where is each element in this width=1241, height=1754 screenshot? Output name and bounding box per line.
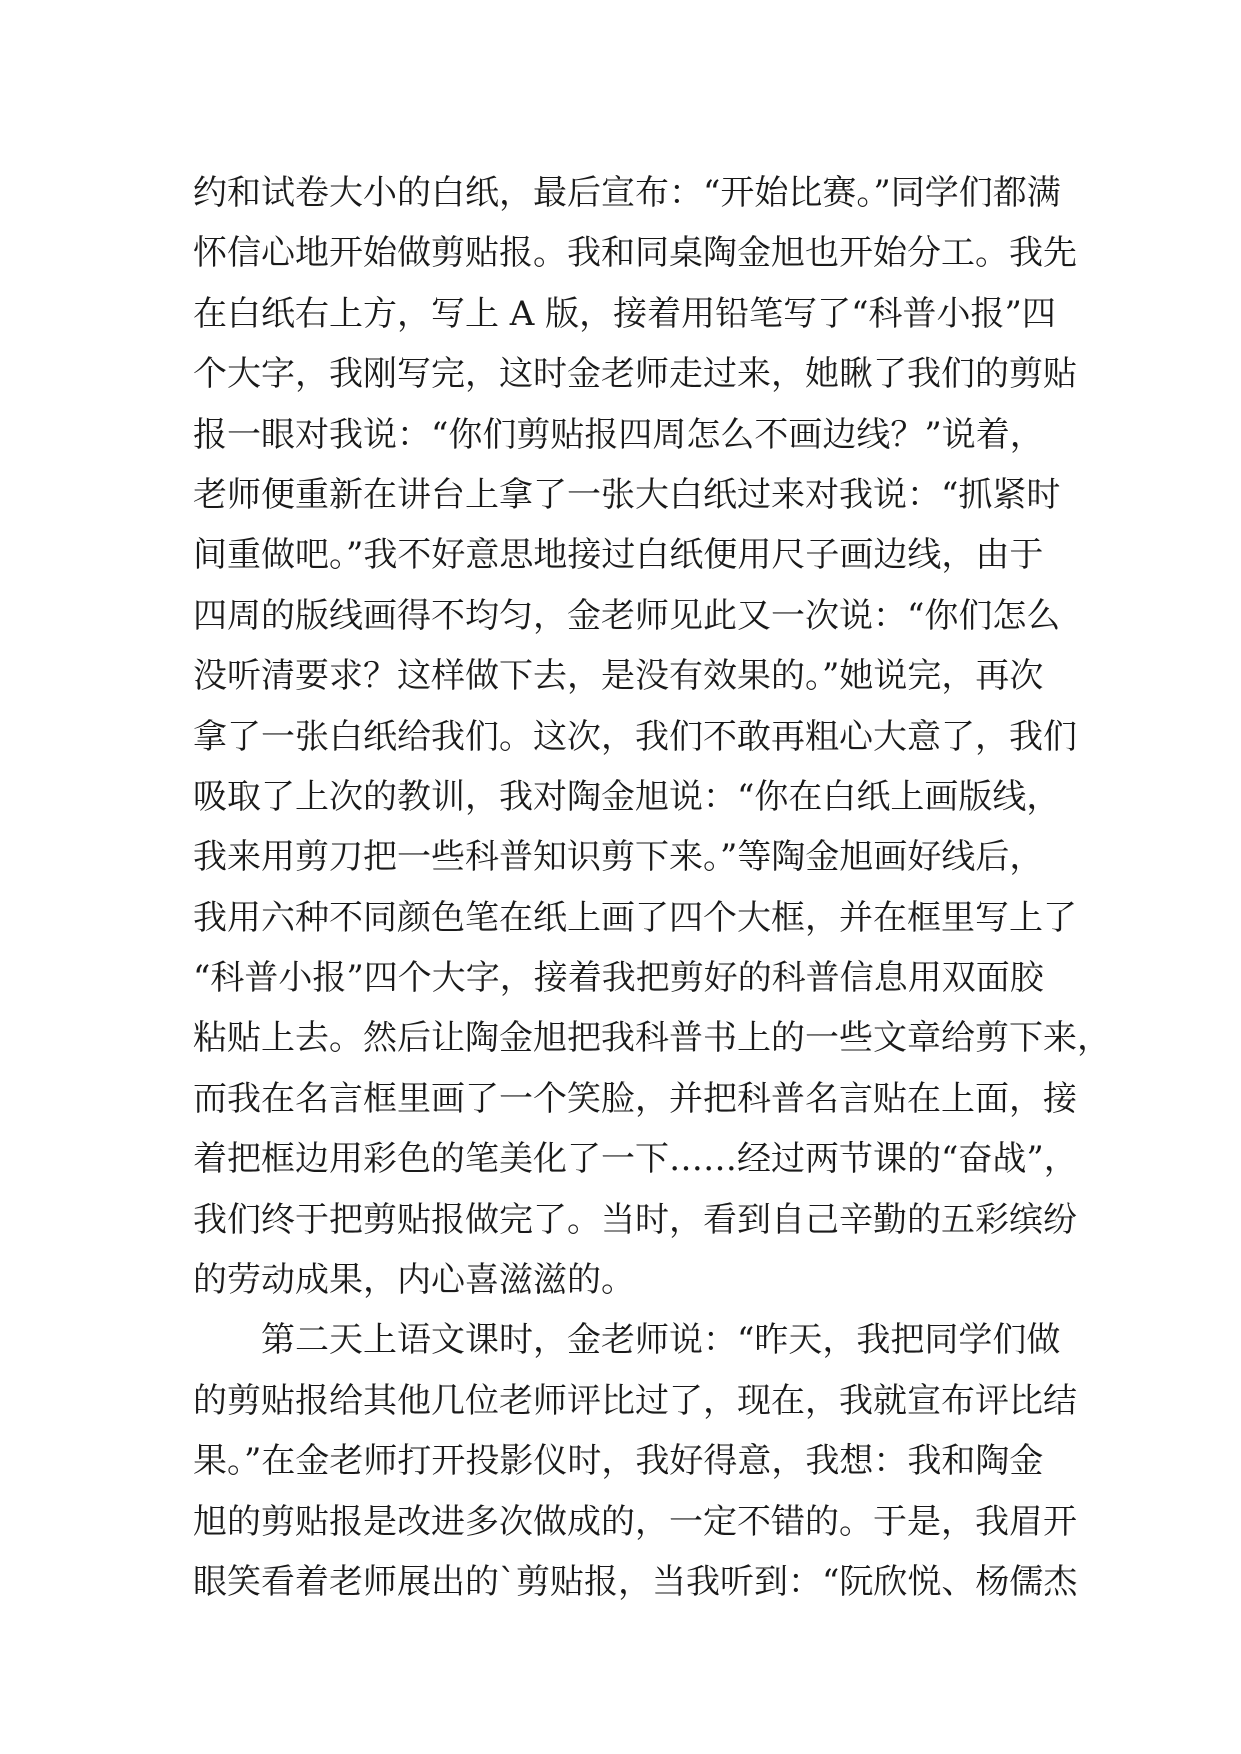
text-line: 的劳动成果，内心喜滋滋的。 bbox=[193, 1260, 635, 1301]
text-line: 我来用剪刀把一些科普知识剪下来。”等陶金旭画好线后， bbox=[193, 837, 1044, 878]
text-line: 粘贴上去。然后让陶金旭把我科普书上的一些文章给剪下来， bbox=[193, 1018, 1111, 1059]
text-line: 约和试卷大小的白纸，最后宣布：“开始比赛。”同学们都满 bbox=[193, 173, 1061, 213]
text-line: 眼笑看着老师展出的`剪贴报，当我听到：“阮欣悦、杨儒杰 bbox=[193, 1561, 1078, 1602]
paragraph-1 bbox=[193, 163, 1111, 1310]
text-line: 我用六种不同颜色笔在纸上画了四个大框，并在框里写上了 bbox=[193, 897, 1077, 938]
text-line: “科普小报”四个大字，接着我把剪好的科普信息用双面胶 bbox=[193, 958, 1044, 999]
text-line: 而我在名言框里画了一个笑脸，并把科普名言贴在上面，接 bbox=[193, 1078, 1077, 1119]
text-line: 没听清要求？这样做下去，是没有效果的。”她说完，再次 bbox=[193, 656, 1044, 697]
text-line: 吸取了上次的教训，我对陶金旭说：“你在白纸上画版线， bbox=[193, 776, 1061, 817]
text-line: 个大字，我刚写完，这时金老师走过来，她瞅了我们的剪贴 bbox=[193, 354, 1077, 395]
text-line: 着把框边用彩色的笔美化了一下……经过两节课的“奋战”， bbox=[193, 1139, 1078, 1180]
text-line: 果。”在金老师打开投影仪时，我好得意，我想：我和陶金 bbox=[193, 1441, 1044, 1482]
text-line: 老师便重新在讲台上拿了一张大白纸过来对我说：“抓紧时 bbox=[193, 474, 1061, 515]
text-line: 在白纸右上方，写上 A 版，接着用铅笔写了“科普小报”四 bbox=[193, 293, 1056, 334]
text-line-indented: 第二天上语文课时，金老师说：“昨天，我把同学们做 bbox=[261, 1320, 1061, 1361]
text-line: 四周的版线画得不均匀，金老师见此又一次说：“你们怎么 bbox=[193, 595, 1061, 636]
text-line: 拿了一张白纸给我们。这次，我们不敢再粗心大意了，我们 bbox=[193, 716, 1077, 757]
paragraph-2 bbox=[193, 1310, 1078, 1612]
text-line: 旭的剪贴报是改进多次做成的，一定不错的。于是，我眉开 bbox=[193, 1501, 1077, 1542]
text-line: 我们终于把剪贴报做完了。当时，看到自己辛勤的五彩缤纷 bbox=[193, 1199, 1077, 1240]
text-line: 报一眼对我说：“你们剪贴报四周怎么不画边线？”说着， bbox=[193, 414, 1044, 455]
essay-body bbox=[193, 163, 1111, 1612]
text-line: 怀信心地开始做剪贴报。我和同桌陶金旭也开始分工。我先 bbox=[193, 233, 1077, 274]
text-line: 的剪贴报给其他几位老师评比过了，现在，我就宣布评比结 bbox=[193, 1380, 1077, 1421]
text-line: 间重做吧。”我不好意思地接过白纸便用尺子画边线，由于 bbox=[193, 535, 1044, 576]
